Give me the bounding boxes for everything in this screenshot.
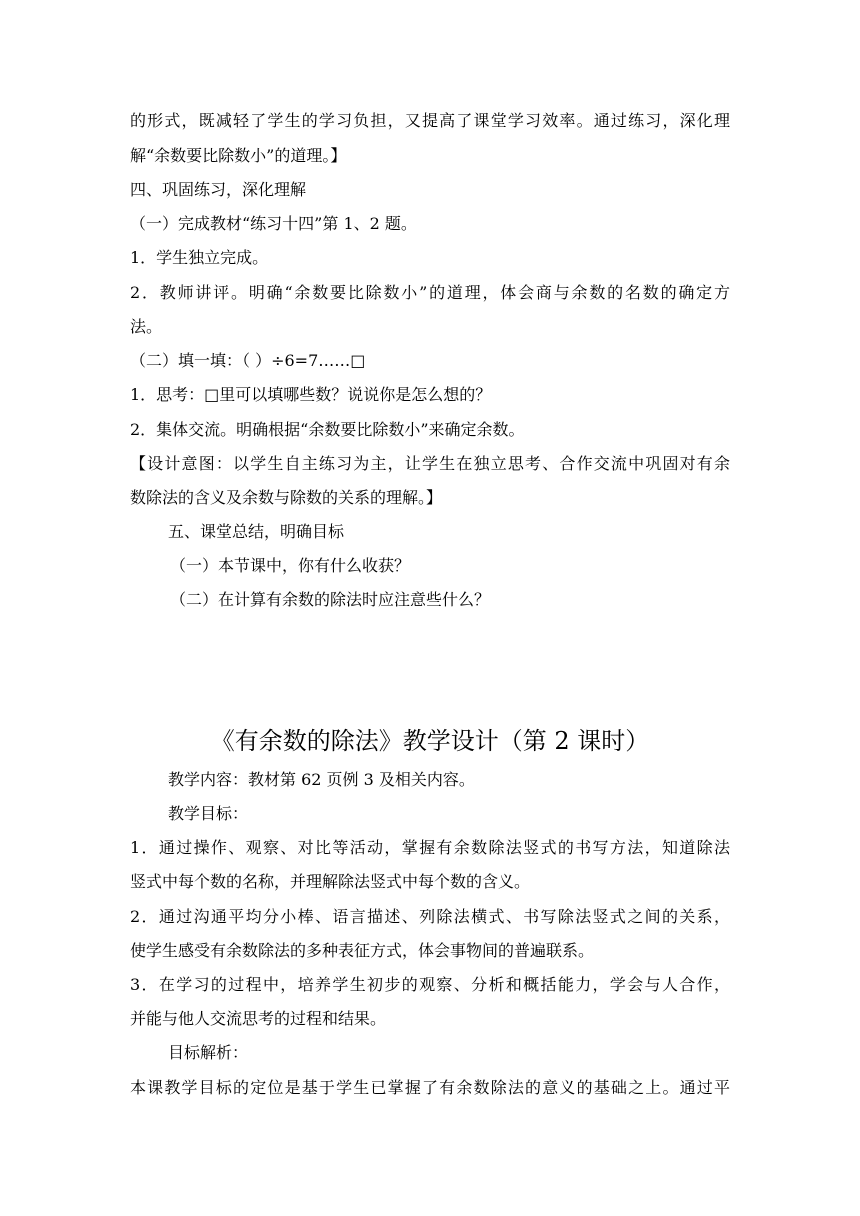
teaching-content: 教学内容：教材第 62 页例 3 及相关内容。 <box>168 770 475 789</box>
analysis-line: 本课教学目标的定位是基于学生已掌握了有余数除法的意义的基础之上。通过平 <box>130 1078 730 1097</box>
list-item-continuation: 法。 <box>130 317 163 336</box>
section-heading: 四、巩固练习，深化理解 <box>130 180 307 199</box>
goal-item-continuation: 使学生感受有余数除法的多种表征方式，体会事物间的普遍联系。 <box>130 941 595 960</box>
goal-item-continuation: 并能与他人交流思考的过程和结果。 <box>130 1009 387 1028</box>
goals-label: 教学目标： <box>168 804 249 823</box>
goal-item: 3．在学习的过程中，培养学生初步的观察、分析和概括能力，学会与人合作， <box>130 975 730 994</box>
design-intent-line: 数除法的含义及余数与除数的关系的理解。】 <box>130 488 443 507</box>
goal-item-continuation: 竖式中每个数的名称，并理解除法竖式中每个数的含义。 <box>130 872 531 891</box>
question-item: （一）本节课中，你有什么收获？ <box>170 556 411 575</box>
goal-item: 1．通过操作、观察、对比等活动，掌握有余数除法竖式的书写方法，知道除法 <box>130 838 730 857</box>
section-heading: 五、课堂总结，明确目标 <box>168 522 345 541</box>
question-item: （二）在计算有余数的除法时应注意些什么？ <box>170 590 491 609</box>
list-item: 1．学生独立完成。 <box>130 248 269 267</box>
subsection-heading: （二）填一填：（ ）÷6=7……□ <box>130 351 366 370</box>
list-item: 2．集体交流。明确根据“余数要比除数小”来确定余数。 <box>130 420 525 439</box>
paragraph-line: 解“余数要比除数小”的道理。】 <box>130 146 347 165</box>
subsection-heading: （一）完成教材“练习十四”第 1、2 题。 <box>130 214 417 233</box>
analysis-label: 目标解析： <box>168 1043 249 1062</box>
paragraph-line: 的形式，既减轻了学生的学习负担，又提高了课堂学习效率。通过练习，深化理 <box>130 111 730 130</box>
list-item: 2．教师讲评。明确“余数要比除数小”的道理，体会商与余数的名数的确定方 <box>130 283 730 302</box>
lesson-title: 《有余数的除法》教学设计（第 2 课时） <box>210 727 650 755</box>
goal-item: 2．通过沟通平均分小棒、语言描述、列除法横式、书写除法竖式之间的关系， <box>130 907 730 926</box>
list-item: 1．思考：□里可以填哪些数？说说你是怎么想的？ <box>130 385 492 404</box>
design-intent-line: 【设计意图：以学生自主练习为主，让学生在独立思考、合作交流中巩固对有余 <box>130 454 730 473</box>
